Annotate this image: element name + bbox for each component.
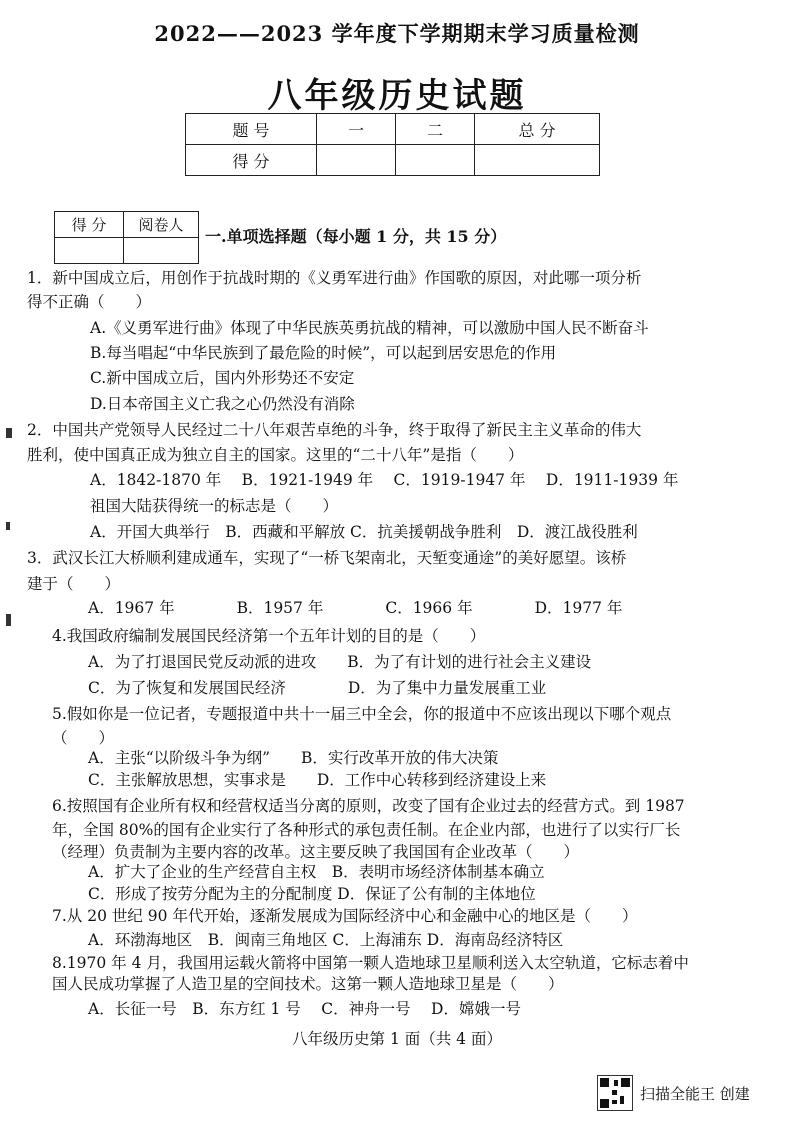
question-line: 8.1970 年 4 月，我国用运载火箭将中国第一颗人造地球卫星顺利送入太空轨道，它标志着中 <box>52 954 689 972</box>
question-line: 建于（ ） <box>27 575 121 593</box>
section-title: 一.单项选择题（每小题 1 分，共 15 分） <box>205 227 507 246</box>
exam-title: 2022——2023 学年度下学期期末学习质量检测 <box>154 21 640 46</box>
question-line: 祖国大陆获得统一的标志是（ ） <box>90 497 339 515</box>
page-footer: 八年级历史第 1 面（共 4 面） <box>292 1030 502 1048</box>
question-line: C．形成了按劳分配为主的分配制度 D．保证了公有制的主体地位 <box>88 885 536 903</box>
score-cell-part2 <box>396 145 475 176</box>
grader-score-label: 得 分 <box>55 212 124 238</box>
question-line: B.每当唱起“中华民族到了最危险的时候”，可以起到居安思危的作用 <box>90 344 557 362</box>
question-line: A．扩大了企业的生产经营自主权 B．表明市场经济体制基本确立 <box>88 863 545 881</box>
question-line: C．主张解放思想，实事求是 D．工作中心转移到经济建设上来 <box>88 771 547 789</box>
question-line: 国人民成功掌握了人造卫星的空间技术。这第一颗人造地球卫星是（ ） <box>52 975 564 993</box>
question-line: C.新中国成立后，国内外形势还不安定 <box>90 369 355 387</box>
question-line: 7.从 20 世纪 90 年代开始，逐渐发展成为国际经济中心和金融中心的地区是（ ） <box>52 907 638 925</box>
score-cell-part1 <box>317 145 396 176</box>
question-line: 2．中国共产党领导人民经过二十八年艰苦卓绝的斗争，终于取得了新民主主义革命的伟大 <box>27 421 642 439</box>
score-header-label: 题 号 <box>186 114 317 145</box>
grader-name-cell <box>124 238 199 264</box>
question-line: A.《义勇军进行曲》体现了中华民族英勇抗战的精神，可以激励中国人民不断奋斗 <box>90 319 649 337</box>
question-line: 6.按照国有企业所有权和经营权适当分离的原则，改变了国有企业过去的经营方式。到 1987 <box>52 797 685 815</box>
score-cell-total <box>475 145 600 176</box>
question-line: A．1967 年 B．1957 年 C．1966 年 D．1977 年 <box>88 599 623 617</box>
paper-title: 八年级历史试题 <box>267 76 527 116</box>
question-line: A．为了打退国民党反动派的进攻 B．为了有计划的进行社会主义建设 <box>88 653 592 671</box>
score-row-label: 得 分 <box>186 145 317 176</box>
score-table <box>185 113 600 176</box>
question-line: 1．新中国成立后，用创作于抗战时期的《义勇军进行曲》作国歌的原因，对此哪一项分析 <box>27 269 642 287</box>
question-line: D.日本帝国主义亡我之心仍然没有消除 <box>90 395 355 413</box>
scanner-watermark: 扫描全能王 创建 <box>640 1085 750 1103</box>
question-line: A．环渤海地区 B．闽南三角地区 C．上海浦东 D．海南岛经济特区 <box>88 931 564 949</box>
question-line: A．主张“以阶级斗争为纲” B．实行改革开放的伟大决策 <box>88 749 499 767</box>
margin-mark <box>6 522 10 530</box>
question-line: （经理）负责制为主要内容的改革。这主要反映了我国国有企业改革（ ） <box>52 843 580 861</box>
grader-score-cell <box>55 238 124 264</box>
question-line: 3．武汉长江大桥顺利建成通车，实现了“一桥飞架南北，天堑变通途”的美好愿望。该桥 <box>27 549 627 567</box>
question-line: 5.假如你是一位记者，专题报道中共十一届三中全会，你的报道中不应该出现以下哪个观点 <box>52 705 672 723</box>
question-line: A．1842-1870 年 B．1921-1949 年 C．1919-1947 年 D．1911-1939 年 <box>90 471 679 489</box>
margin-mark <box>6 614 11 626</box>
question-line: 4.我国政府编制发展国民经济第一个五年计划的目的是（ ） <box>52 627 486 645</box>
question-line: A．开国大典举行 B．西藏和平解放 C．抗美援朝战争胜利 D．渡江战役胜利 <box>90 523 638 541</box>
question-line: A．长征一号 B．东方红 1 号 C．神舟一号 D．嫦娥一号 <box>88 1000 521 1018</box>
question-line: （ ） <box>52 729 115 747</box>
grader-name-label: 阅卷人 <box>124 212 199 238</box>
score-header-part2: 二 <box>396 114 475 145</box>
qr-code-icon <box>597 1075 633 1111</box>
grader-table <box>54 211 199 264</box>
question-line: 胜利，使中国真正成为独立自主的国家。这里的“二十八年”是指（ ） <box>27 446 524 464</box>
score-header-part1: 一 <box>317 114 396 145</box>
question-line: 年，全国 80%的国有企业实行了各种形式的承包责任制。在企业内部，也进行了以实行厂长 <box>52 821 681 839</box>
question-line: 得不正确（ ） <box>27 293 152 311</box>
score-header-total: 总 分 <box>475 114 600 145</box>
margin-mark <box>6 428 12 438</box>
question-line: C．为了恢复和发展国民经济 D．为了集中力量发展重工业 <box>88 679 547 697</box>
